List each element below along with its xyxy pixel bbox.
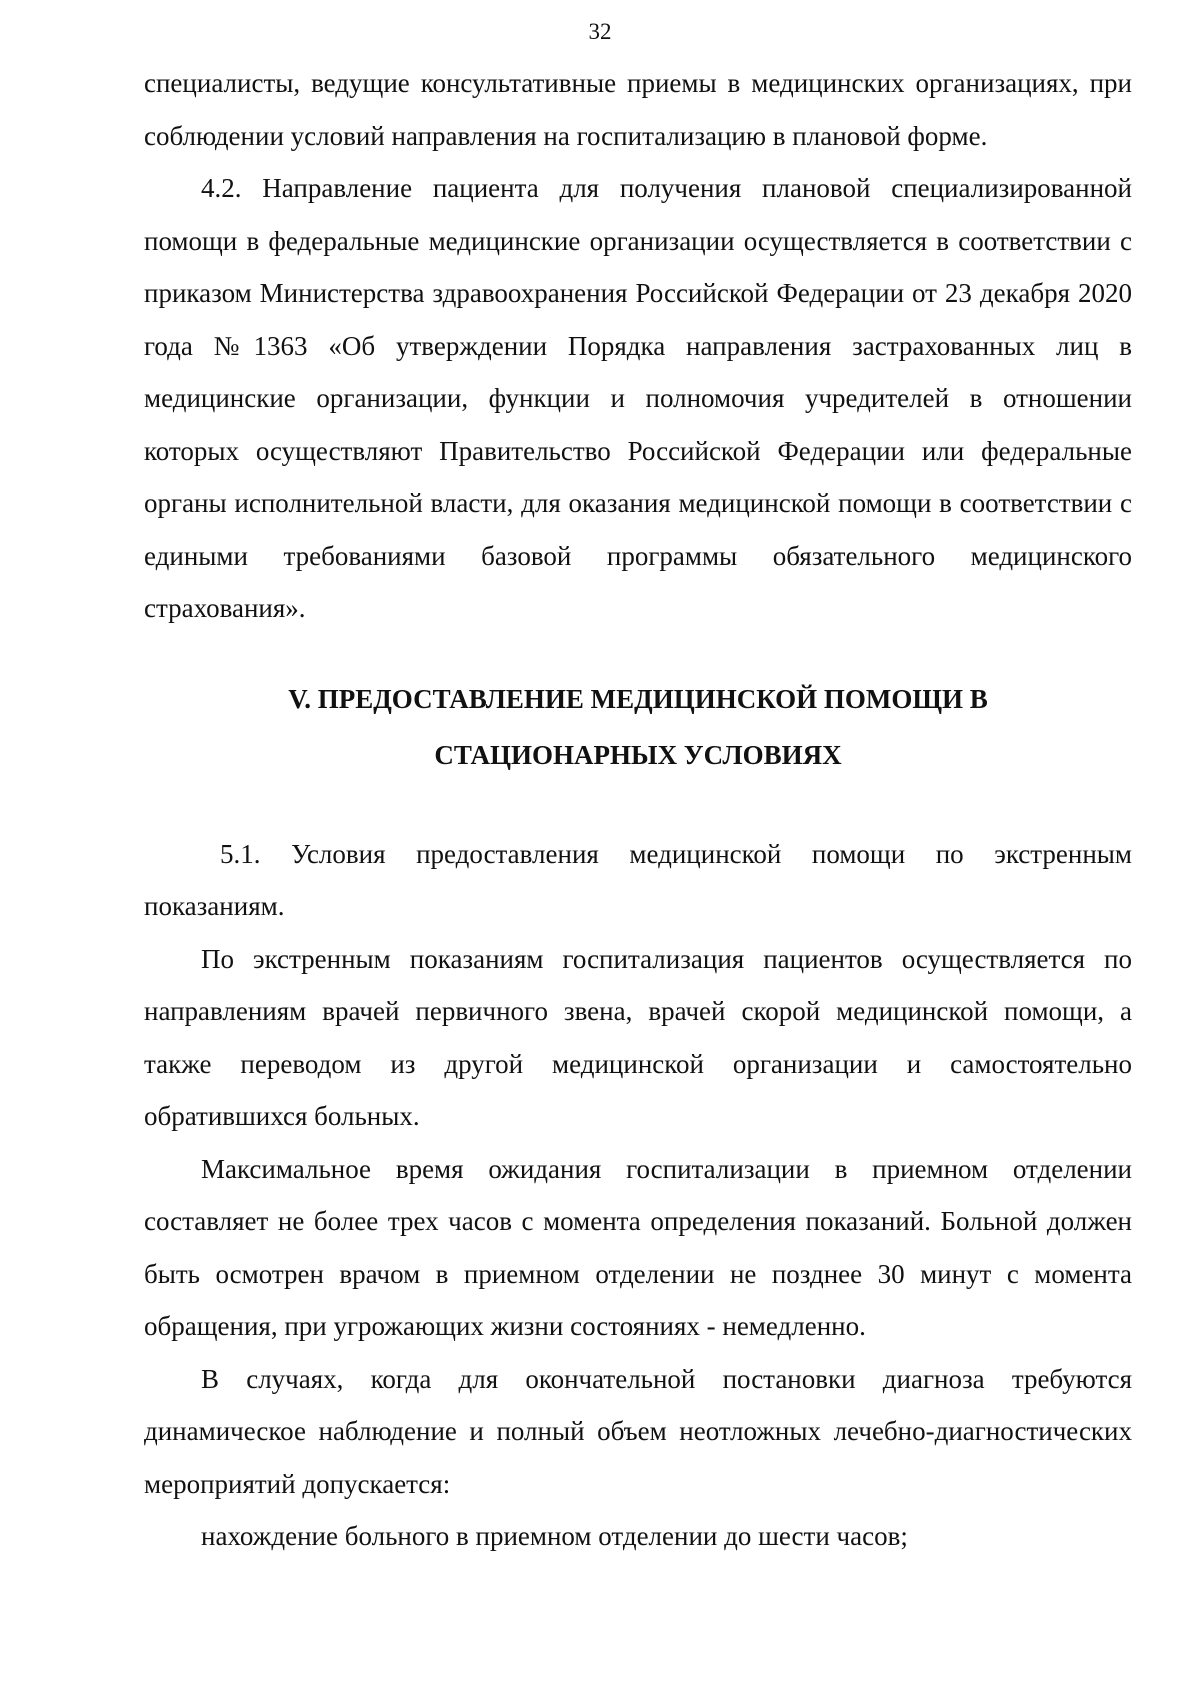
paragraph-5-1: 5.1. Условия предоставления медицинской помощи по экстренным показаниям. [144, 838, 1132, 921]
paragraph-list-item: нахождение больного в приемном отделении до шести часов; [201, 1521, 908, 1551]
paragraph-4-2: 4.2. Направление пациента для получения плановой специализированной помощи в федеральные медицинские организации осуществляется в соответствии с приказом Министерства здравоохранения Российской Федерации от 23 декабря 2020 года №1363 «Об утверждении Порядка направления застрахованных лиц в медицинские организации, функции и полномочия учредителей в отношении которых осуществляют Правительство Российской Федерации или федеральные органы исполнительной власти, для оказания медицинской помощи в соответствии с едиными требованиями базовой программы обязательного медицинского страхования». [144, 173, 1132, 623]
paragraph-continuation: специалисты, ведущие консультативные приемы в медицинских организациях, при соблюдении условий направления на госпитализацию в плановой форме. [144, 68, 1132, 151]
paragraph-max-waiting-time: Максимальное время ожидания госпитализации в приемном отделении составляет не более трех часов с момента определения показаний. Больной должен быть осмотрен врачом в приемном отделении не позднее 30 минут с момента обращения, при угрожающих жизни состояниях - немедленно. [144, 1153, 1132, 1341]
paragraph-emergency-hospitalization: По экстренным показаниям госпитализация пациентов осуществляется по направлениям врачей первичного звена, врачей скорой медицинской помощи, а также переводом из другой медицинской организации и самостоятельно обратившихся больных. [144, 943, 1132, 1131]
paragraph-diagnosis-cases: В случаях, когда для окончательной постановки диагноза требуются динамическое наблюдение и полный объем неотложных лечебно-диагностических мероприятий допускается: [144, 1363, 1132, 1499]
document-body [144, 57, 1132, 1563]
page-number: 32 [588, 19, 612, 44]
section-heading [144, 671, 1132, 783]
section-heading-line-2: СТАЦИОНАРНЫХ УСЛОВИЯХ [434, 739, 842, 770]
section-heading-line-1: V. ПРЕДОСТАВЛЕНИЕ МЕДИЦИНСКОЙ ПОМОЩИ В [288, 683, 988, 714]
